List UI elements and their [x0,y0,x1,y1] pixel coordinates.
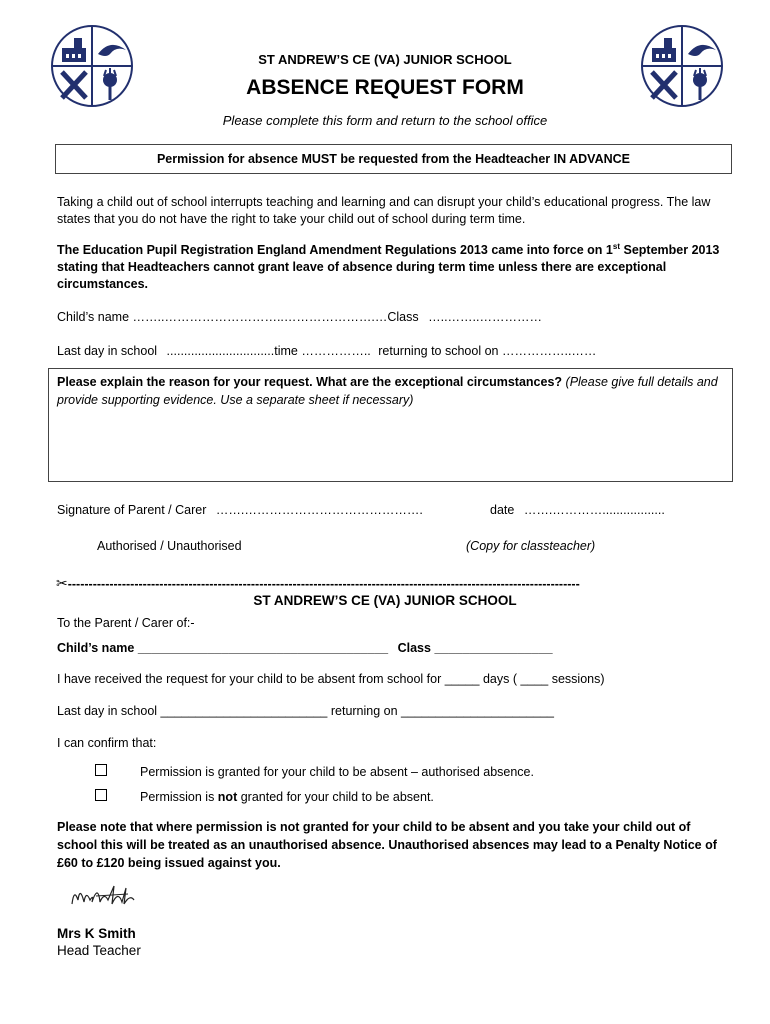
regulations-sup: st [612,242,620,251]
scissors-icon: ✂ [56,575,68,591]
cut-line [56,575,736,592]
reason-hint: (Please give full details and provide supporting evidence. Use a separate sheet if necessary) [57,375,718,407]
regulations-line1: The Education Pupil Registration England Amendment Regulations 2013 came into force on 1 [57,243,613,258]
signature-field[interactable]: …….……………………………………. [215,503,423,517]
cut-dashes: --------------------------------------------------------------------------------------------------------------------------- [67,577,580,591]
intro-paragraph: Taking a child out of school interrupts teaching and learning and can disrupt your child’s educational progress. The law states that you do not have the right to take your child out of school during term time. [57,195,711,226]
reason-box[interactable] [48,368,733,482]
form-subtitle: Please complete this form and return to the school office [222,113,548,128]
signer-name: Mrs K Smith [57,926,136,941]
reply-child-row [57,641,553,655]
authorised-status: Authorised / Unauthorised [97,539,242,553]
child-name-row [57,310,542,324]
time-label: time [274,344,298,358]
granted-option: Permission is granted for your child to be absent – authorised absence. [140,765,534,779]
granted-checkbox[interactable] [95,764,107,776]
not-granted-bold: not [217,790,238,804]
confirm-line: I can confirm that: [57,736,157,750]
form-title: ABSENCE REQUEST FORM [246,76,524,99]
date-field[interactable]: …….………….................. [523,503,665,517]
to-parent-line: To the Parent / Carer of:- [57,616,195,630]
returning-field[interactable]: ……………..…… [501,344,597,358]
reply-child-label: Child’s name [57,641,135,655]
not-granted-suffix: granted for your child to be absent. [237,790,434,804]
headteacher-signature [68,880,138,912]
school-name-heading: ST ANDREW’S CE (VA) JUNIOR SCHOOL [258,52,512,67]
child-name-field[interactable]: Child’s name ……..………………………..………………….…Class [57,310,419,324]
reason-question: Please explain the reason for your request. What are the exceptional circumstances? [57,375,563,389]
class-field[interactable]: …..……..…………… [428,310,543,324]
reply-school-name: ST ANDREW’S CE (VA) JUNIOR SCHOOL [253,593,517,608]
signature-row [57,503,423,517]
signer-role: Head Teacher [57,943,141,958]
copy-note: (Copy for classteacher) [466,539,596,553]
reply-class-label: Class [397,641,431,655]
date-row [490,503,665,517]
not-granted-prefix: Permission is [140,790,218,804]
regulations-paragraph [57,238,727,293]
returning-label: returning to school on [378,344,499,358]
penalty-note: Please note that where permission is not granted for your child to be absent and you take your child out of school this will be treated as an unauthorised absence. Unauthorised absences may lead to a Penalty Notice of £60 to £120 being issued against you. [57,820,717,870]
reply-last-day-line: Last day in school ________________________ returning on ______________________ [57,704,554,718]
last-day-field[interactable]: ............................... [166,344,275,358]
reply-child-field[interactable]: ____________________________________ [137,641,389,655]
reply-class-field[interactable]: _________________ [434,641,553,655]
received-line: I have received the request for your child to be absent from school for _____ days ( ____ sessions) [57,672,605,686]
last-day-row [57,344,596,358]
last-day-label: Last day in school [57,344,158,358]
not-granted-option [140,790,434,804]
signature-label: Signature of Parent / Carer [57,503,207,517]
regulations-rest: September 2013 stating that Headteachers cannot grant leave of absence during term time unless there are exceptional circumstances. [57,243,720,292]
time-field[interactable]: …………….. [301,344,371,358]
date-label: date [490,503,515,517]
advance-notice-box: Permission for absence MUST be requested from the Headteacher IN ADVANCE [55,144,732,174]
not-granted-checkbox[interactable] [95,789,107,801]
